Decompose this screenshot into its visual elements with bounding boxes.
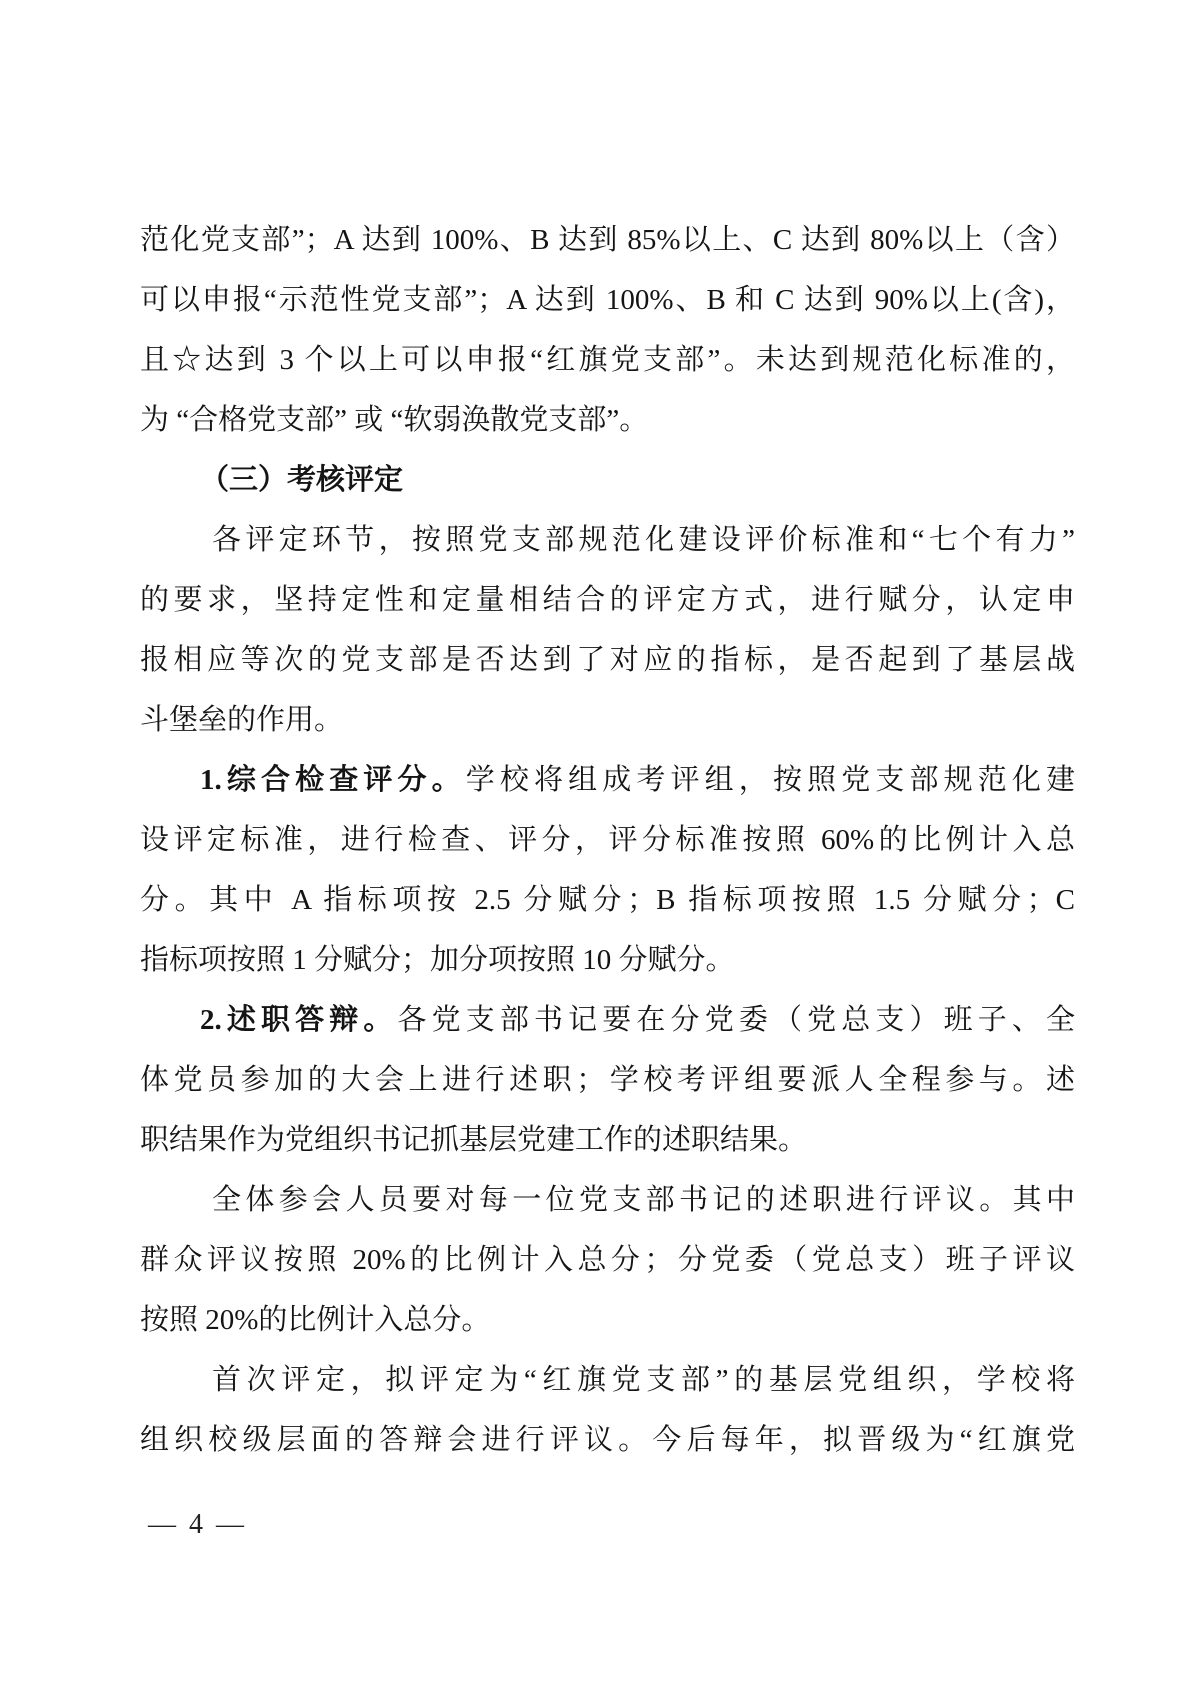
text-line — [140, 630, 1075, 690]
text-line — [140, 690, 1075, 750]
text-line — [140, 930, 1075, 990]
text-segment: 按照 20%的比例计入总分。 — [140, 1304, 491, 1336]
text-line — [140, 210, 1075, 270]
text-line — [140, 330, 1075, 390]
document-body — [140, 210, 1075, 1470]
text-line — [140, 1290, 1075, 1350]
text-segment: 为 “合格党支部” 或 “软弱涣散党支部”。 — [140, 404, 649, 436]
text-segment: 1.综合检查评分。 — [200, 764, 466, 796]
text-line — [140, 810, 1075, 870]
text-line — [140, 1110, 1075, 1170]
text-line — [140, 390, 1075, 450]
text-segment: 设评定标准，进行检查、评分，评分标准按照 60%的比例计入总 — [140, 824, 1075, 856]
text-segment: 群众评议按照 20%的比例计入总分；分党委（党总支）班子评议 — [140, 1244, 1075, 1276]
text-line — [140, 870, 1075, 930]
text-segment: 斗堡垒的作用。 — [140, 704, 344, 736]
text-segment: 组织校级层面的答辩会进行评议。今后每年，拟晋级为“红旗党 — [140, 1424, 1075, 1456]
text-segment: 各评定环节，按照党支部规范化建设评价标准和“七个有力” — [212, 524, 1075, 556]
text-segment: 学校将组成考评组，按照党支部规范化建 — [465, 764, 1075, 796]
text-line — [140, 450, 1075, 510]
text-segment: 指标项按照 1 分赋分；加分项按照 10 分赋分。 — [140, 944, 735, 976]
text-segment: 范化党支部”；A 达到 100%、B 达到 85%以上、C 达到 80%以上（含） — [140, 224, 1075, 256]
text-line — [140, 1050, 1075, 1110]
text-segment: 全体参会人员要对每一位党支部书记的述职进行评议。其中 — [212, 1184, 1075, 1216]
text-line — [140, 750, 1075, 810]
text-segment: 且☆达到 3 个以上可以申报“红旗党支部”。未达到规范化标准的， — [140, 344, 1075, 376]
text-segment: 分。其中 A 指标项按 2.5 分赋分；B 指标项按照 1.5 分赋分；C — [140, 884, 1075, 916]
text-segment: 首次评定，拟评定为“红旗党支部”的基层党组织，学校将 — [212, 1364, 1075, 1396]
text-segment: 职结果作为党组织书记抓基层党建工作的述职结果。 — [140, 1124, 808, 1156]
text-line — [140, 1410, 1075, 1470]
text-line — [140, 1230, 1075, 1290]
text-line — [140, 1170, 1075, 1230]
text-segment: 可以申报“示范性党支部”；A 达到 100%、B 和 C 达到 90%以上(含)， — [140, 284, 1075, 316]
page-number: — 4 — — [148, 1509, 247, 1540]
text-segment: 各党支部书记要在分党委（党总支）班子、全 — [397, 1004, 1075, 1036]
text-segment: 2.述职答辩。 — [200, 1004, 398, 1036]
text-segment: 的要求，坚持定性和定量相结合的评定方式，进行赋分，认定申 — [140, 584, 1075, 616]
text-line — [140, 270, 1075, 330]
text-segment: 报相应等次的党支部是否达到了对应的指标，是否起到了基层战 — [140, 644, 1075, 676]
text-segment: 体党员参加的大会上进行述职；学校考评组要派人全程参与。述 — [140, 1064, 1075, 1096]
text-segment: （三）考核评定 — [200, 464, 404, 496]
text-line — [140, 570, 1075, 630]
text-line — [140, 510, 1075, 570]
text-line — [140, 990, 1075, 1050]
text-line — [140, 1350, 1075, 1410]
